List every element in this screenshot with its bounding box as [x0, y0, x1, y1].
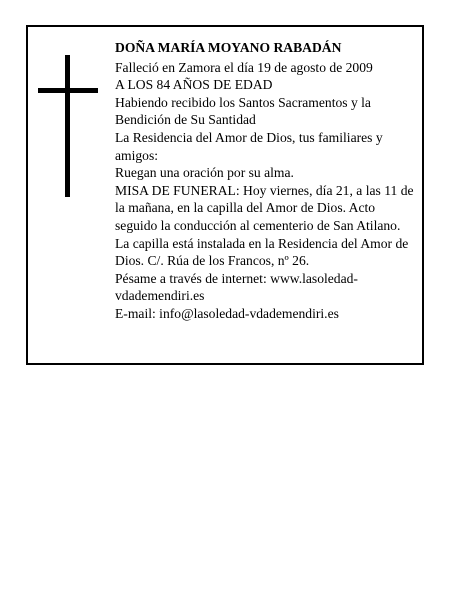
death-date: Falleció en Zamora el día 19 de agosto de 2009	[115, 59, 373, 75]
age-line: A LOS 84 AÑOS DE EDAD	[115, 77, 273, 93]
cross-vertical-bar	[65, 55, 70, 197]
sacraments-line: Habiendo recibido los Santos Sacramentos y la Bendición de Su Santidad	[115, 94, 371, 128]
cross-icon	[38, 55, 98, 197]
contact-email: E-mail: info@lasoledad-vdademendiri.es	[115, 305, 339, 321]
mourners-line: La Residencia del Amor de Dios, tus familiares y amigos:	[115, 129, 383, 163]
obituary-notice	[26, 25, 424, 365]
cross-horizontal-bar	[38, 88, 98, 93]
notice-text	[115, 39, 415, 323]
prayer-request: Ruegan una oración por su alma.	[115, 165, 294, 181]
condolences-website: Pésame a través de internet: www.lasoledad-vdademendiri.es	[115, 270, 358, 304]
funeral-mass: MISA DE FUNERAL: Hoy viernes, día 21, a las 11 de la mañana, en la capilla del Amor de Dios. Acto seguido la conducción al cementerio de San Atilano.	[115, 182, 414, 233]
deceased-name: DOÑA MARÍA MOYANO RABADÁN	[115, 40, 342, 55]
chapel-location: La capilla está instalada en la Residencia del Amor de Dios. C/. Rúa de los Francos, nº 26.	[115, 235, 409, 269]
